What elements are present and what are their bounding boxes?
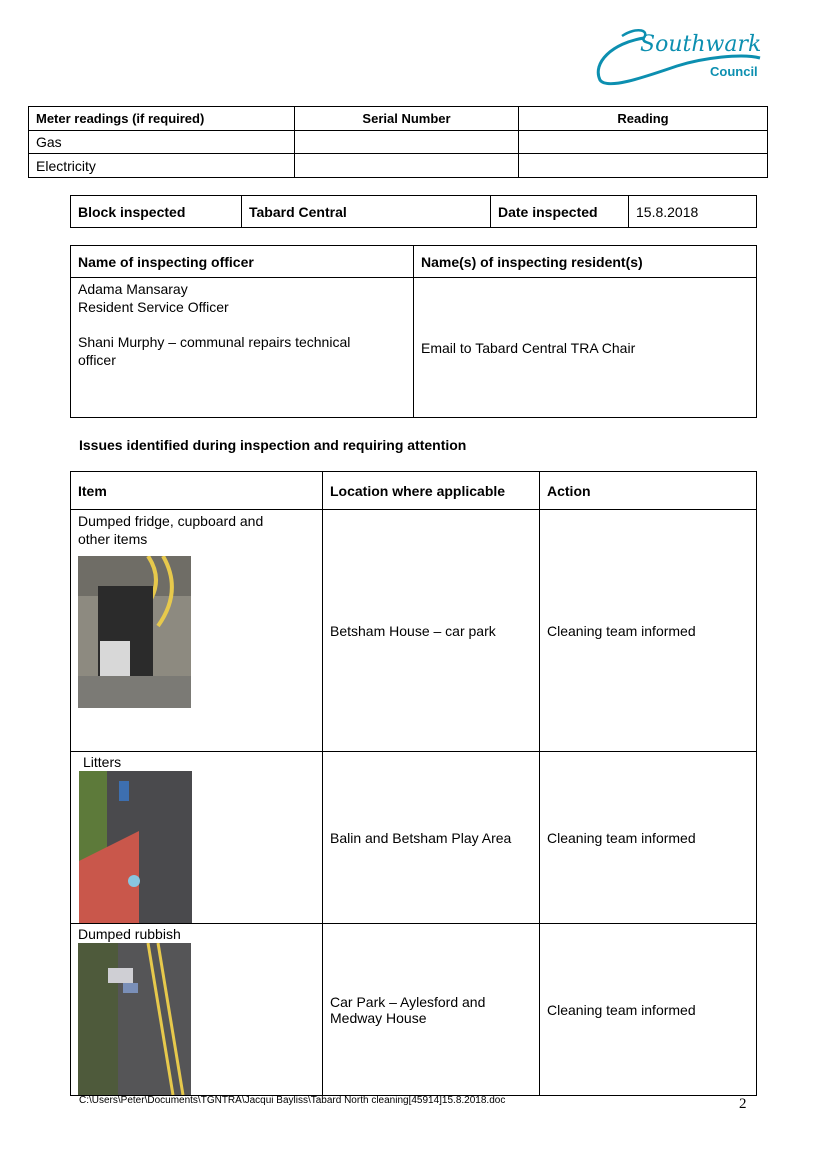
issue-location-cell: Car Park – Aylesford and Medway House	[323, 924, 540, 1096]
issues-header-location: Location where applicable	[323, 472, 540, 510]
table-row	[71, 510, 757, 752]
inspecting-names-table	[70, 245, 757, 418]
block-inspected-table	[70, 195, 757, 228]
issue-action-cell: Cleaning team informed	[540, 752, 757, 924]
meter-row-electricity-reading	[519, 154, 768, 178]
resident-header: Name(s) of inspecting resident(s)	[414, 246, 757, 278]
officer-1-role: Resident Service Officer	[78, 299, 229, 315]
issues-table	[70, 471, 757, 1096]
residents-cell: Email to Tabard Central TRA Chair	[414, 278, 757, 418]
date-inspected-label: Date inspected	[491, 196, 629, 228]
issue-location-cell: Balin and Betsham Play Area	[323, 752, 540, 924]
issues-header-action: Action	[540, 472, 757, 510]
meter-row-gas-serial	[295, 131, 519, 154]
logo-swoosh-icon	[582, 18, 812, 114]
table-row	[71, 924, 757, 1096]
meter-row-gas-reading	[519, 131, 768, 154]
meter-row-electricity-serial	[295, 154, 519, 178]
southwark-council-logo	[582, 18, 812, 114]
footer-file-path: C:\Users\Peter\Documents\TGNTRA\Jacqui Bayliss\Tabard North cleaning[45914]15.8.2018.doc	[79, 1095, 506, 1106]
table-row	[71, 752, 757, 924]
meter-row-gas-label: Gas	[29, 131, 295, 154]
issue-action-cell: Cleaning team informed	[540, 510, 757, 752]
meter-readings-table	[28, 106, 768, 178]
dumped-fridge-photo-icon	[78, 556, 191, 708]
officer-cell	[71, 278, 414, 418]
meter-header-label: Meter readings (if required)	[29, 107, 295, 131]
issue-action-cell: Cleaning team informed	[540, 924, 757, 1096]
block-inspected-label: Block inspected	[71, 196, 242, 228]
issue-item-cell	[71, 510, 323, 752]
officer-1-name: Adama Mansaray	[78, 281, 188, 297]
rubbish-photo-icon	[78, 943, 191, 1095]
issue-item-cell	[71, 924, 323, 1096]
litter-photo-icon	[79, 771, 192, 923]
issue-location-cell: Betsham House – car park	[323, 510, 540, 752]
issue-item-text: Dumped rubbish	[78, 926, 181, 942]
block-inspected-value: Tabard Central	[242, 196, 491, 228]
officer-header: Name of inspecting officer	[71, 246, 414, 278]
page-number: 2	[739, 1096, 747, 1112]
issues-header-item: Item	[71, 472, 323, 510]
issues-heading: Issues identified during inspection and requiring attention	[79, 437, 467, 453]
issue-item-text: Dumped fridge, cupboard and other items	[78, 513, 264, 547]
date-inspected-value: 15.8.2018	[629, 196, 757, 228]
meter-header-reading: Reading	[519, 107, 768, 131]
issue-item-text: Litters	[83, 754, 122, 770]
meter-row-electricity-label: Electricity	[29, 154, 295, 178]
logo-sub: Council	[710, 64, 758, 79]
officer-2: Shani Murphy – communal repairs technical officer	[78, 334, 351, 368]
issue-item-cell	[71, 752, 323, 924]
logo-name: Southwark	[640, 32, 762, 57]
meter-header-serial: Serial Number	[295, 107, 519, 131]
